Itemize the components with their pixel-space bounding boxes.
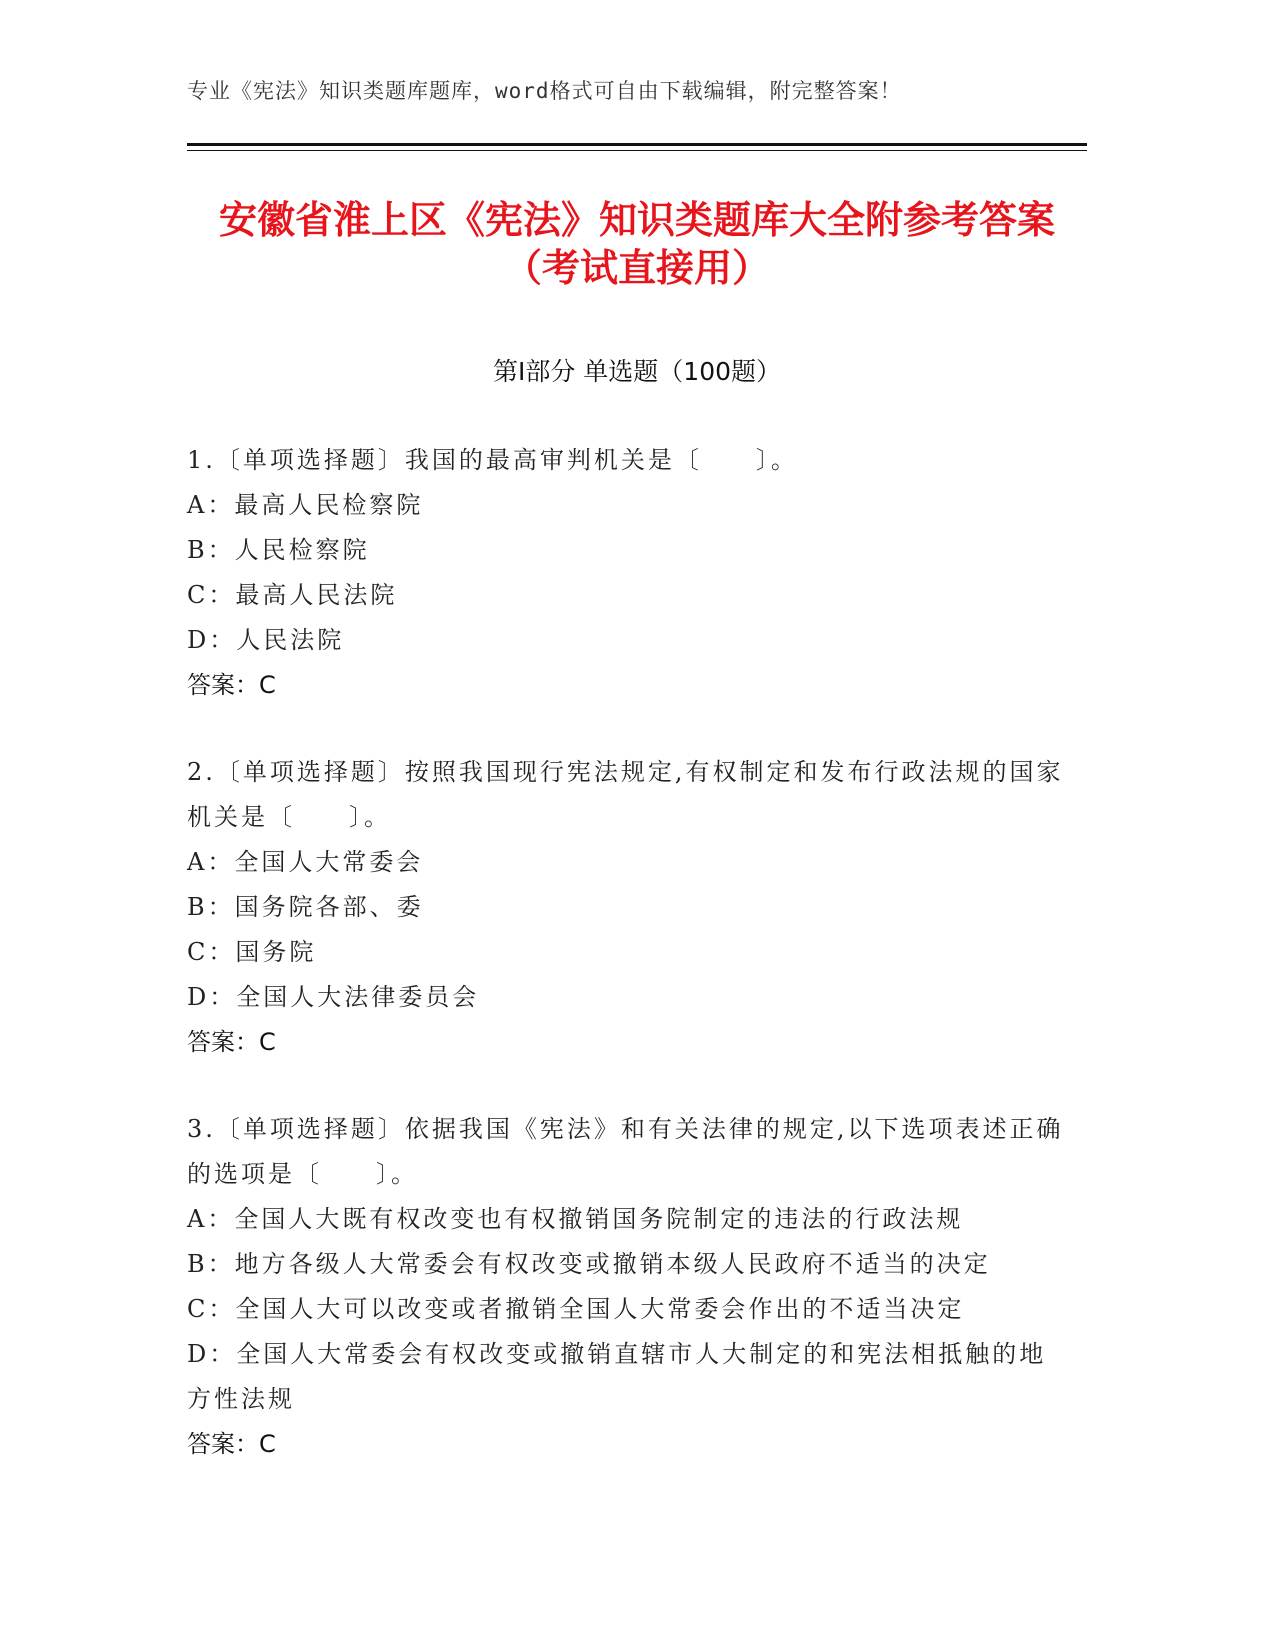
header-rule-thick [187,143,1087,146]
option-d: D：全国人大常委会有权改变或撤销直辖市人大制定的和宪法相抵触的地方性法规 [187,1340,1047,1413]
question-stem: 1.〔单项选择题〕我国的最高审判机关是〔 〕。 [187,446,798,474]
option-d: D：人民法院 [187,626,345,654]
question-2 [187,750,1067,1065]
question-list [187,438,1067,1509]
option-b: B：国务院各部、委 [187,893,424,921]
question-stem: 3.〔单项选择题〕依据我国《宪法》和有关法律的规定,以下选项表述正确的选项是〔 〕。 [187,1115,1064,1188]
option-d: D：全国人大法律委员会 [187,983,480,1011]
header-note: 专业《宪法》知识类题库题库，word格式可自由下载编辑，附完整答案！ [187,79,902,103]
option-a: A：全国人大既有权改变也有权撤销国务院制定的违法的行政法规 [187,1205,964,1233]
option-c: C：最高人民法院 [187,581,398,609]
answer: 答案：C [187,671,276,699]
question-stem: 2.〔单项选择题〕按照我国现行宪法规定,有权制定和发布行政法规的国家机关是〔 〕。 [187,758,1064,831]
option-a: A：最高人民检察院 [187,491,424,519]
option-b: B：人民检察院 [187,536,370,564]
header-rule-thin [187,150,1087,151]
option-b: B：地方各级人大常委会有权改变或撤销本级人民政府不适当的决定 [187,1250,991,1278]
option-a: A：全国人大常委会 [187,848,424,876]
answer: 答案：C [187,1028,276,1056]
section-title: 第I部分 单选题（100题） [492,357,782,386]
option-c: C：全国人大可以改变或者撤销全国人大常委会作出的不适当决定 [187,1295,965,1323]
document-title: 安徽省淮上区《宪法》知识类题库大全附参考答案（考试直接用） [218,198,1055,290]
answer: 答案：C [187,1430,276,1458]
option-c: C：国务院 [187,938,317,966]
question-1 [187,438,1067,708]
question-3 [187,1107,1067,1467]
